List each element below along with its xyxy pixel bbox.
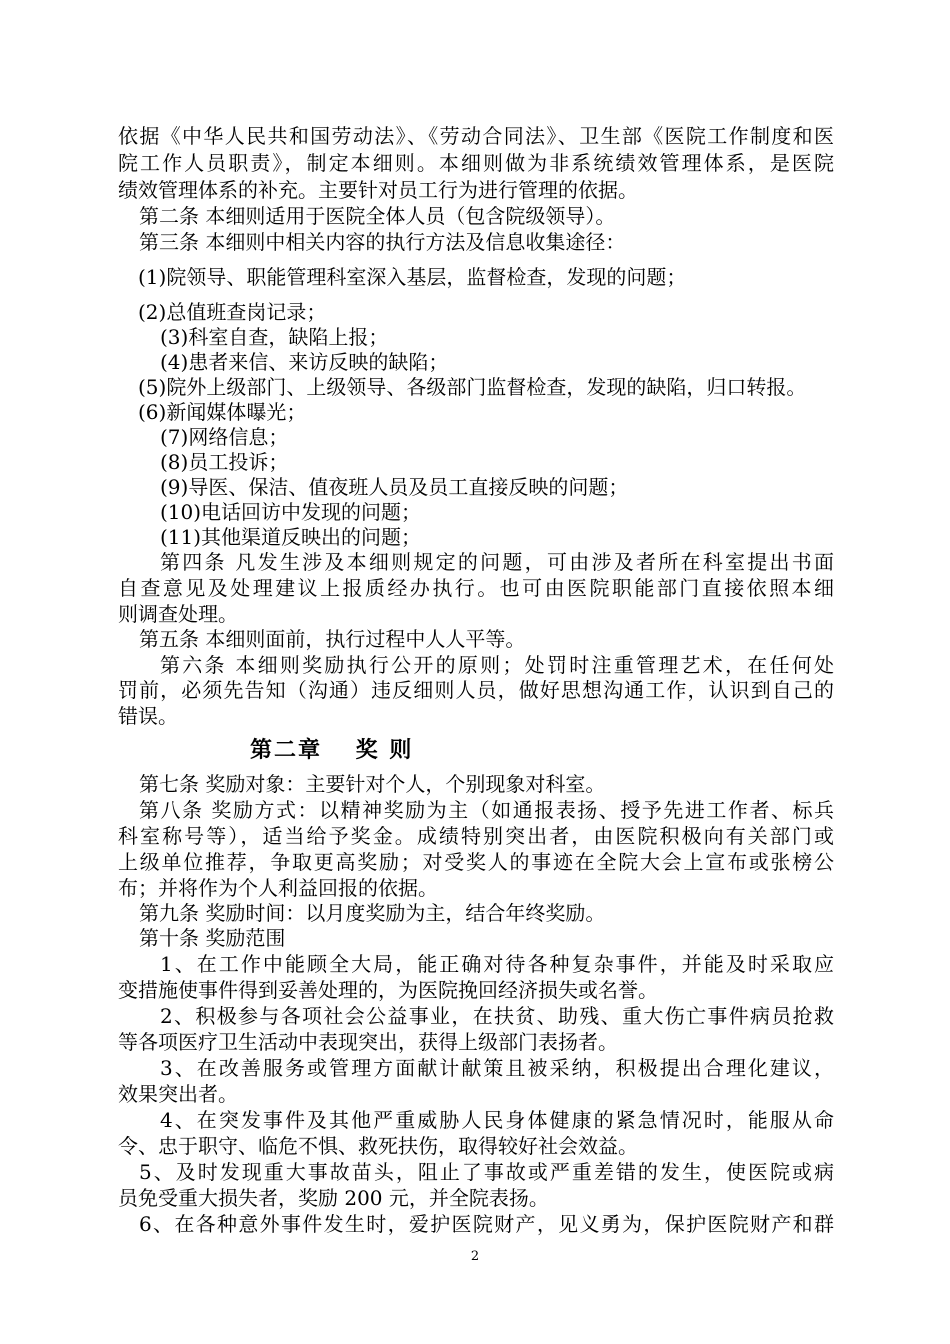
paragraph-line: 布；并将作为个人利益回报的依据。 (118, 876, 438, 900)
paragraph-line: 院工作人员职责》，制定本细则。本细则做为非系统绩效管理体系，是医院 (118, 151, 834, 175)
paragraph-line: 绩效管理体系的补充。主要针对员工行为进行管理的依据。 (118, 178, 638, 202)
paragraph-line: 第十条 奖励范围 (139, 926, 286, 950)
list-item: (2)总值班查岗记录； (138, 300, 327, 324)
paragraph-line: 科室称号等），适当给予奖金。成绩特别突出者，由医院积极向有关部门或 (118, 824, 834, 848)
page-number: 2 (470, 1249, 480, 1264)
paragraph-line: 效果突出者。 (118, 1082, 238, 1106)
paragraph-line: 第四条 凡发生涉及本细则规定的问题，可由涉及者所在科室提出书面 (160, 550, 834, 574)
paragraph-line: 上级单位推荐，争取更高奖励；对受奖人的事迹在全院大会上宣布或张榜公 (118, 850, 834, 874)
list-item: (6)新闻媒体曝光； (138, 400, 307, 424)
paragraph-line: 令、忠于职守、临危不惧、救死扶伤，取得较好社会效益。 (118, 1134, 638, 1158)
list-item: (7)网络信息； (160, 425, 289, 449)
paragraph-line: 第八条 奖励方式：以精神奖励为主（如通报表扬、授予先进工作者、标兵 (139, 798, 834, 822)
paragraph-line: 2、积极参与各项社会公益事业，在扶贫、助残、重大伤亡事件病员抢救 (160, 1004, 834, 1028)
list-item: (11)其他渠道反映出的问题； (160, 525, 422, 549)
paragraph-line: 5、及时发现重大事故苗头，阻止了事故或严重差错的发生，使医院或病 (139, 1160, 834, 1184)
list-item: (10)电话回访中发现的问题； (160, 500, 422, 524)
list-item: (9)导医、保洁、值夜班人员及员工直接反映的问题； (160, 475, 629, 499)
list-item: (1)院领导、职能管理科室深入基层，监督检查，发现的问题； (138, 265, 687, 289)
paragraph-line: 员免受重大损失者，奖励 200 元，并全院表扬。 (118, 1186, 549, 1210)
list-item: (3)科室自查，缺陷上报； (160, 325, 389, 349)
paragraph-line: 罚前，必须先告知（沟通）违反细则人员，做好思想沟通工作，认识到自己的 (118, 678, 834, 702)
paragraph-line: 错误。 (118, 704, 178, 728)
list-item: (5)院外上级部门、上级领导、各级部门监督检查，发现的缺陷，归口转报。 (138, 375, 807, 399)
paragraph-line: 1、在工作中能顾全大局，能正确对待各种复杂事件，并能及时采取应 (160, 952, 834, 976)
list-item: (8)员工投诉； (160, 450, 289, 474)
paragraph-line: 第六条 本细则奖励执行公开的原则；处罚时注重管理艺术，在任何处 (160, 653, 834, 677)
paragraph-line: 第九条 奖励时间：以月度奖励为主，结合年终奖励。 (139, 901, 606, 925)
paragraph-line: 依据《中华人民共和国劳动法》、《劳动合同法》、卫生部《医院工作制度和医 (118, 124, 834, 148)
list-item: (4)患者来信、来访反映的缺陷； (160, 350, 449, 374)
paragraph-line: 4、在突发事件及其他严重威胁人民身体健康的紧急情况时，能服从命 (160, 1108, 834, 1132)
paragraph-line: 等各项医疗卫生活动中表现突出，获得上级部门表扬者。 (118, 1030, 618, 1054)
paragraph-line: 第五条 本细则面前，执行过程中人人平等。 (139, 627, 526, 651)
paragraph-line: 第二条 本细则适用于医院全体人员（包含院级领导）。 (139, 204, 616, 228)
chapter-heading: 第二章 奖 则 (250, 738, 414, 763)
paragraph-line: 第七条 奖励对象：主要针对个人，个别现象对科室。 (139, 772, 606, 796)
paragraph-line: 第三条 本细则中相关内容的执行方法及信息收集途径： (139, 230, 626, 254)
paragraph-line: 自查意见及处理建议上报质经办执行。也可由医院职能部门直接依照本细 (118, 576, 834, 600)
paragraph-line: 3、在改善服务或管理方面献计献策且被采纳，积极提出合理化建议， (160, 1056, 834, 1080)
paragraph-line: 则调查处理。 (118, 602, 238, 626)
paragraph-line: 变措施使事件得到妥善处理的，为医院挽回经济损失或名誉。 (118, 978, 658, 1002)
paragraph-line: 6、在各种意外事件发生时，爱护医院财产，见义勇为，保护医院财产和群 (139, 1212, 834, 1236)
